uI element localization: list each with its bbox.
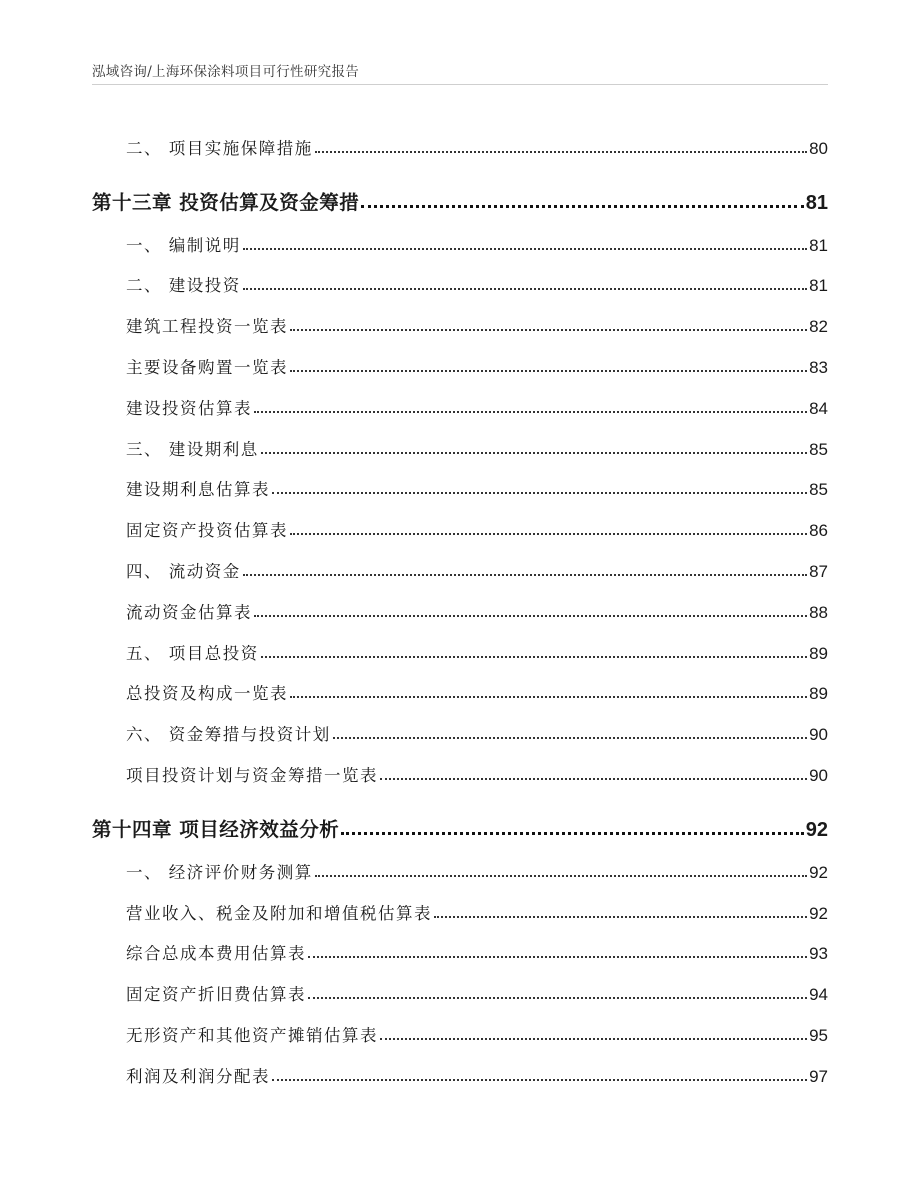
toc-section-entry[interactable] [92,337,828,378]
toc-dot-leader [272,492,807,494]
toc-entry-title: 二、 建设投资 [126,276,241,296]
table-of-contents [92,118,828,1087]
toc-entry-title: 二、 项目实施保障措施 [126,138,313,158]
toc-section-entry[interactable] [92,623,828,664]
toc-section-entry[interactable] [92,664,828,705]
toc-entry-page-number: 92 [805,818,828,841]
toc-dot-leader [380,778,807,780]
toc-section-entry[interactable] [92,582,828,623]
toc-entry-title: 六、 资金筹措与投资计划 [126,725,331,745]
toc-entry-title: 三、 建设期利息 [126,439,259,459]
toc-section-entry[interactable] [92,964,828,1005]
toc-section-entry[interactable] [92,924,828,965]
toc-entry-page-number: 81 [805,191,828,214]
toc-dot-leader [254,411,807,413]
toc-entry-page-number: 97 [809,1066,828,1086]
toc-dot-leader [308,956,807,958]
toc-dot-leader [290,329,807,331]
toc-entry-page-number: 92 [809,903,828,923]
toc-section-entry[interactable] [92,842,828,883]
toc-entry-page-number: 93 [809,944,828,964]
toc-section-entry[interactable] [92,500,828,541]
toc-entry-title: 五、 项目总投资 [126,643,259,663]
toc-section-entry[interactable] [92,256,828,297]
toc-dot-leader [434,916,807,918]
toc-dot-leader [380,1038,807,1040]
toc-entry-title: 综合总成本费用估算表 [126,944,306,964]
toc-entry-title: 项目投资计划与资金筹措一览表 [126,765,378,785]
toc-section-entry[interactable] [92,378,828,419]
toc-chapter-entry[interactable] [92,786,828,842]
toc-entry-page-number: 92 [809,862,828,882]
toc-entry-page-number: 86 [809,521,828,541]
toc-entry-title: 固定资产投资估算表 [126,521,288,541]
toc-entry-page-number: 90 [809,765,828,785]
toc-dot-leader [243,248,807,250]
toc-entry-title: 建筑工程投资一览表 [126,317,288,337]
toc-dot-leader [272,1079,807,1081]
toc-entry-title: 一、 经济评价财务测算 [126,862,313,882]
toc-entry-title: 无形资产和其他资产摊销估算表 [126,1025,378,1045]
toc-entry-page-number: 84 [809,398,828,418]
toc-dot-leader [243,288,807,290]
toc-entry-title: 总投资及构成一览表 [126,684,288,704]
toc-entry-title: 利润及利润分配表 [126,1066,270,1086]
toc-section-entry[interactable] [92,883,828,924]
toc-entry-page-number: 94 [809,985,828,1005]
toc-entry-title: 主要设备购置一览表 [126,357,288,377]
toc-dot-leader [261,656,807,658]
toc-dot-leader [261,452,807,454]
toc-entry-title: 一、 编制说明 [126,235,241,255]
toc-entry-page-number: 85 [809,480,828,500]
toc-entry-title: 营业收入、税金及附加和增值税估算表 [126,903,432,923]
toc-entry-page-number: 81 [809,235,828,255]
toc-entry-page-number: 89 [809,643,828,663]
toc-entry-page-number: 83 [809,357,828,377]
toc-section-entry[interactable] [92,118,828,159]
toc-dot-leader [361,205,803,208]
toc-section-entry[interactable] [92,296,828,337]
toc-chapter-entry[interactable] [92,159,828,215]
toc-entry-title: 流动资金估算表 [126,602,252,622]
toc-entry-page-number: 90 [809,725,828,745]
toc-dot-leader [333,737,807,739]
toc-dot-leader [315,875,807,877]
toc-section-entry[interactable] [92,215,828,256]
toc-entry-title: 固定资产折旧费估算表 [126,985,306,1005]
toc-dot-leader [290,533,807,535]
toc-entry-page-number: 80 [809,138,828,158]
toc-entry-title: 第十三章 投资估算及资金筹措 [92,190,360,214]
toc-entry-title: 建设期利息估算表 [126,480,270,500]
toc-entry-page-number: 87 [809,561,828,581]
toc-section-entry[interactable] [92,1005,828,1046]
toc-entry-title: 四、 流动资金 [126,561,241,581]
toc-entry-page-number: 82 [809,317,828,337]
toc-entry-page-number: 95 [809,1025,828,1045]
toc-dot-leader [254,615,807,617]
toc-dot-leader [290,696,807,698]
toc-dot-leader [243,574,807,576]
page-header: 泓域咨询/上海环保涂料项目可行性研究报告 [92,64,360,80]
toc-dot-leader [290,370,807,372]
toc-entry-page-number: 88 [809,602,828,622]
toc-section-entry[interactable] [92,541,828,582]
toc-dot-leader [315,151,807,153]
toc-entry-title: 第十四章 项目经济效益分析 [92,817,340,841]
toc-section-entry[interactable] [92,460,828,501]
toc-section-entry[interactable] [92,1046,828,1087]
toc-dot-leader [341,832,803,835]
header-divider [92,84,828,85]
toc-section-entry[interactable] [92,419,828,460]
toc-section-entry[interactable] [92,704,828,745]
toc-entry-page-number: 89 [809,684,828,704]
toc-entry-page-number: 85 [809,439,828,459]
toc-entry-title: 建设投资估算表 [126,398,252,418]
toc-section-entry[interactable] [92,745,828,786]
toc-entry-page-number: 81 [809,276,828,296]
toc-dot-leader [308,997,807,999]
